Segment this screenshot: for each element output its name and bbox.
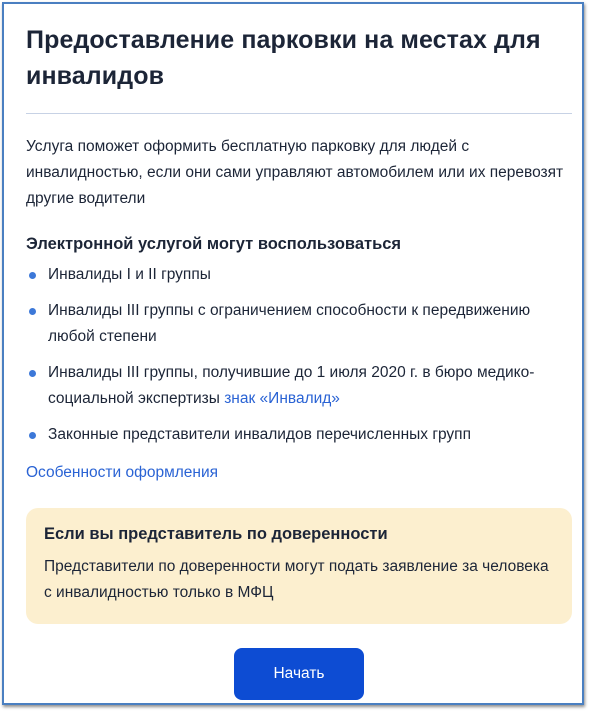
notice-title: Если вы представитель по доверенности bbox=[44, 525, 388, 543]
list-item bbox=[26, 262, 572, 288]
bullet-icon bbox=[29, 308, 36, 315]
list-item bbox=[26, 298, 572, 350]
features-link[interactable]: Особенности оформления bbox=[26, 464, 219, 481]
bullet-icon bbox=[29, 370, 36, 377]
disability-sign-link[interactable]: знак «Инвалид» bbox=[224, 390, 340, 407]
title-divider bbox=[26, 113, 572, 114]
page-title: Предоставление парковки на местах для инвалидов bbox=[26, 26, 541, 90]
bullet-icon bbox=[29, 432, 36, 439]
list-item bbox=[26, 360, 572, 412]
card-content bbox=[26, 22, 572, 700]
list-item-text: Инвалиды III группы, получившие до 1 июля 2020 г. в бюро медико-социальной экспертизы bbox=[48, 364, 535, 407]
eligibility-list bbox=[26, 262, 572, 448]
list-item-text: Инвалиды I и II группы bbox=[48, 266, 211, 283]
bullet-icon bbox=[29, 272, 36, 279]
list-item-text: Законные представители инвалидов перечисленных групп bbox=[48, 426, 471, 443]
proxy-notice bbox=[26, 508, 572, 624]
start-button[interactable]: Начать bbox=[234, 648, 364, 700]
list-item bbox=[26, 422, 572, 448]
button-container bbox=[26, 648, 572, 700]
notice-text: Представители по доверенности могут подать заявление за человека с инвалидностью только в МФЦ bbox=[44, 558, 549, 601]
service-card bbox=[2, 2, 584, 705]
list-item-text: Инвалиды III группы с ограничением способности к передвижению любой степени bbox=[48, 302, 531, 345]
service-description: Услуга поможет оформить бесплатную парковку для людей с инвалидностью, если они сами управляют автомобилем или их перевозят другие водители bbox=[26, 138, 564, 207]
eligibility-heading: Электронной услугой могут воспользоваться bbox=[26, 235, 402, 253]
